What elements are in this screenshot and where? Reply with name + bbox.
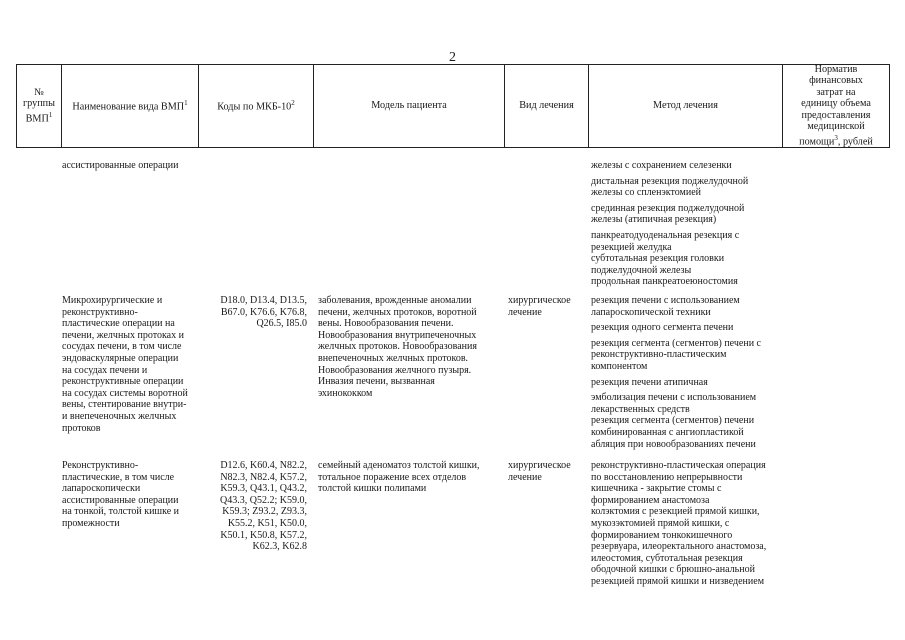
header-treatment-method: Метод лечения bbox=[653, 99, 718, 111]
column-divider bbox=[889, 64, 890, 147]
method-item: резекция печени атипичная bbox=[591, 376, 708, 388]
method-item: реконструктивно-пластическая операция по восстановлению непрерывности кишечника - закрытие стомы с формированием анастомоза колэктомия с резекцией прямой кишки, мукозэктомией прямой кишки, с формированием тонкокишечного резервуара, илеоректального анастомоза, илеостомия, субтотальная резекция ободочной кишки с брюшно-анальной резекцией прямой кишки и низведением bbox=[591, 460, 767, 587]
row-1-codes: D18.0, D13.4, D13.5, B67.0, K76.6, K76.8, Q26.5, I85.0 bbox=[220, 295, 307, 330]
method-item: резекция печени с использованием лапароскопической техники bbox=[591, 295, 740, 318]
header-vmp-name: Наименование вида ВМП$^1$ bbox=[72, 99, 188, 113]
method-item: резекция сегмента (сегментов) печени с реконструктивно-пластическим компонентом bbox=[591, 337, 761, 372]
header-patient-model: Модель пациента bbox=[371, 99, 447, 111]
row-1-model: заболевания, врожденные аномалии печени, желчных протоков, воротной вены. Новообразования печени. Новообразования внутрипеченочных желчных протоков. Новообразования внепеченочных желчных протоков. Новообразования желчного пузыря. Инвазия печени, вызванная эхинококком bbox=[318, 295, 477, 399]
header-treatment-type: Вид лечения bbox=[519, 99, 574, 111]
row-2-model: семейный аденоматоз толстой кишки, тотальное поражение всех отделов толстой кишки полипами bbox=[318, 460, 480, 495]
row-2-treatment: хирургическое лечение bbox=[508, 460, 571, 483]
row-2-methods bbox=[591, 460, 787, 592]
row-0-methods bbox=[591, 160, 787, 292]
method-item: срединная резекция поджелудочной железы (атипичная резекция) bbox=[591, 202, 745, 226]
method-item: панкреатодуоденальная резекция с резекцией желудка субтотальная резекция головки поджелудочной железы продольная панкреатоеюностомия bbox=[591, 229, 740, 288]
row-2-codes: D12.6, K60.4, N82.2, N82.3, N82.4, K57.2, K59.3, Q43.1, Q43.2, Q43.3, Q52.2; K59.0, K59.3; Z93.2, Z93.3, K55.2, K51, K50.0, K50.1, K50.8, K57.2, K62.3, K62.8 bbox=[220, 460, 307, 553]
page-number: 2 bbox=[449, 50, 456, 65]
row-1-treatment: хирургическое лечение bbox=[508, 295, 571, 318]
row-0-name: ассистированные операции bbox=[62, 160, 179, 171]
row-1-name: Микрохирургические и реконструктивно- пластические операции на печени, желчных протоках и сосудах печени, в том числе эндоваскулярные операции на сосудах печени и реконструктивные операции на сосудах системы воротной вены, стентирование внутри- и внепеченочных желчных протоков bbox=[62, 295, 188, 434]
row-1-methods bbox=[591, 295, 787, 454]
header-bottom-border bbox=[16, 147, 890, 148]
header-icd-codes: Коды по МКБ-$10^2$ bbox=[217, 99, 295, 113]
method-item: железы с сохранением селезенки bbox=[591, 160, 732, 171]
header-cost-norm: Норматив финансовых затрат на единицу объема предоставления медицинской помощи$^3$, рублей bbox=[799, 63, 873, 147]
method-item: дистальная резекция поджелудочной железы со спленэктомией bbox=[591, 175, 749, 199]
method-item: резекция одного сегмента печени bbox=[591, 322, 734, 334]
header-group-number: № группы ВМП$^1$ bbox=[23, 86, 55, 124]
method-item: эмболизация печени с использованием лекарственных средств резекция сегмента (сегментов) печени комбинированная с ангиопластикой абляция при новообразованиях печени bbox=[591, 392, 757, 450]
row-2-name: Реконструктивно- пластические, в том числе лапароскопически ассистированные операции на тонкой, толстой кишке и промежности bbox=[62, 460, 180, 529]
